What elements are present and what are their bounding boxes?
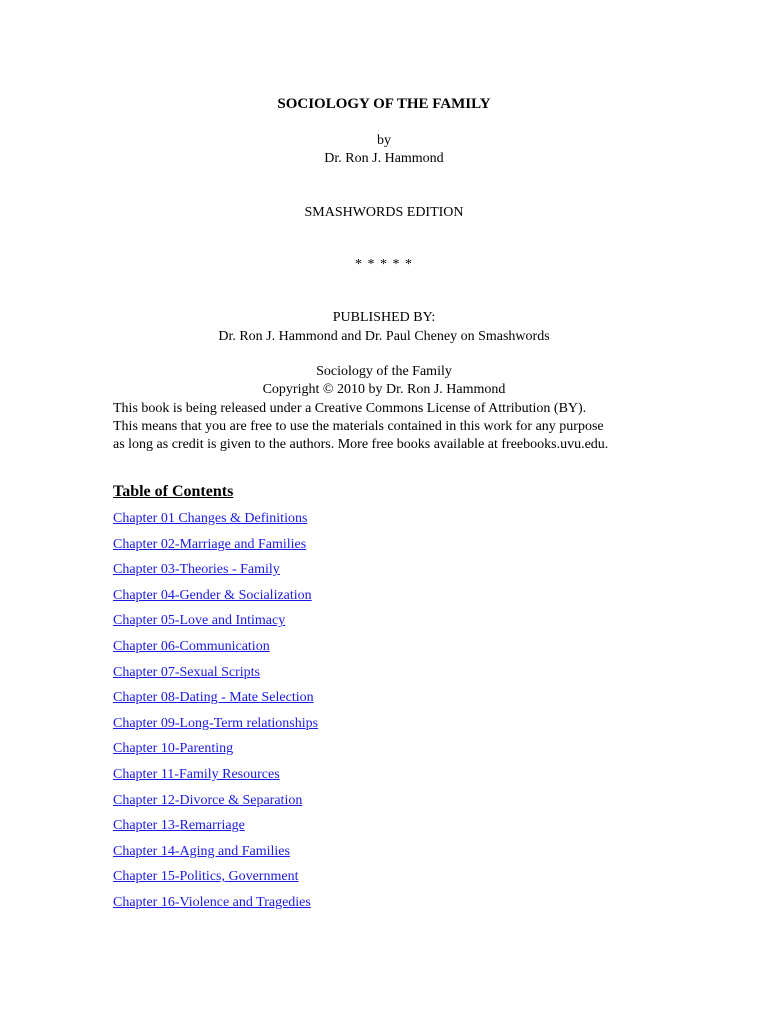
license-paragraph — [113, 400, 673, 454]
toc-link-chapter-16[interactable]: Chapter 16-Violence and Tragedies — [113, 894, 311, 910]
toc-item — [113, 561, 318, 587]
toc-link-chapter-04[interactable]: Chapter 04-Gender & Socialization — [113, 587, 312, 603]
toc-item — [113, 587, 318, 613]
toc-link-chapter-05[interactable]: Chapter 05-Love and Intimacy — [113, 613, 286, 629]
toc-item — [113, 536, 318, 562]
toc-item — [113, 868, 318, 894]
toc-link-chapter-03[interactable]: Chapter 03-Theories - Family — [113, 562, 280, 578]
toc-link-chapter-07[interactable]: Chapter 07-Sexual Scripts — [113, 664, 260, 680]
toc-item — [113, 894, 318, 920]
author-name: Dr. Ron J. Hammond — [324, 151, 444, 166]
toc-link-chapter-01[interactable]: Chapter 01 Changes & Definitions — [113, 511, 308, 526]
toc-link-chapter-11[interactable]: Chapter 11-Family Resources — [113, 766, 280, 782]
book-name: Sociology of the Family — [316, 364, 452, 379]
edition-label: SMASHWORDS EDITION — [304, 205, 464, 220]
toc-item — [113, 510, 318, 536]
license-line: This means that you are free to use the materials contained in this work for any purpose — [113, 419, 604, 434]
license-line: as long as credit is given to the authors. More free books available at freebooks.uvu.edu. — [113, 437, 609, 452]
toc-item — [113, 817, 318, 843]
toc-link-chapter-10[interactable]: Chapter 10-Parenting — [113, 741, 234, 757]
by-line: by — [377, 133, 391, 148]
toc-list — [113, 510, 318, 920]
book-title: SOCIOLOGY OF THE FAMILY — [277, 96, 491, 112]
section-separator: * * * * * — [355, 257, 413, 272]
toc-link-chapter-02[interactable]: Chapter 02-Marriage and Families — [113, 536, 307, 552]
toc-item — [113, 843, 318, 869]
toc-item — [113, 664, 318, 690]
license-line: This book is being released under a Creative Commons License of Attribution (BY). — [113, 401, 587, 416]
published-by-label: PUBLISHED BY: — [332, 310, 436, 325]
toc-link-chapter-13[interactable]: Chapter 13-Remarriage — [113, 818, 245, 834]
toc-link-chapter-08[interactable]: Chapter 08-Dating - Mate Selection — [113, 690, 314, 706]
toc-item — [113, 766, 318, 792]
toc-item — [113, 715, 318, 741]
toc-item — [113, 689, 318, 715]
toc-link-chapter-12[interactable]: Chapter 12-Divorce & Separation — [113, 792, 303, 808]
toc-item — [113, 792, 318, 818]
toc-link-chapter-14[interactable]: Chapter 14-Aging and Families — [113, 843, 290, 859]
copyright-line: Copyright © 2010 by Dr. Ron J. Hammond — [262, 382, 506, 397]
toc-heading: Table of Contents — [113, 483, 234, 500]
toc-link-chapter-09[interactable]: Chapter 09-Long-Term relationships — [113, 715, 319, 731]
toc-item — [113, 740, 318, 766]
toc-item — [113, 612, 318, 638]
toc-link-chapter-06[interactable]: Chapter 06-Communication — [113, 638, 270, 654]
toc-item — [113, 638, 318, 664]
publishers-line: Dr. Ron J. Hammond and Dr. Paul Cheney on Smashwords — [218, 329, 550, 344]
toc-link-chapter-15[interactable]: Chapter 15-Politics, Government — [113, 869, 299, 885]
